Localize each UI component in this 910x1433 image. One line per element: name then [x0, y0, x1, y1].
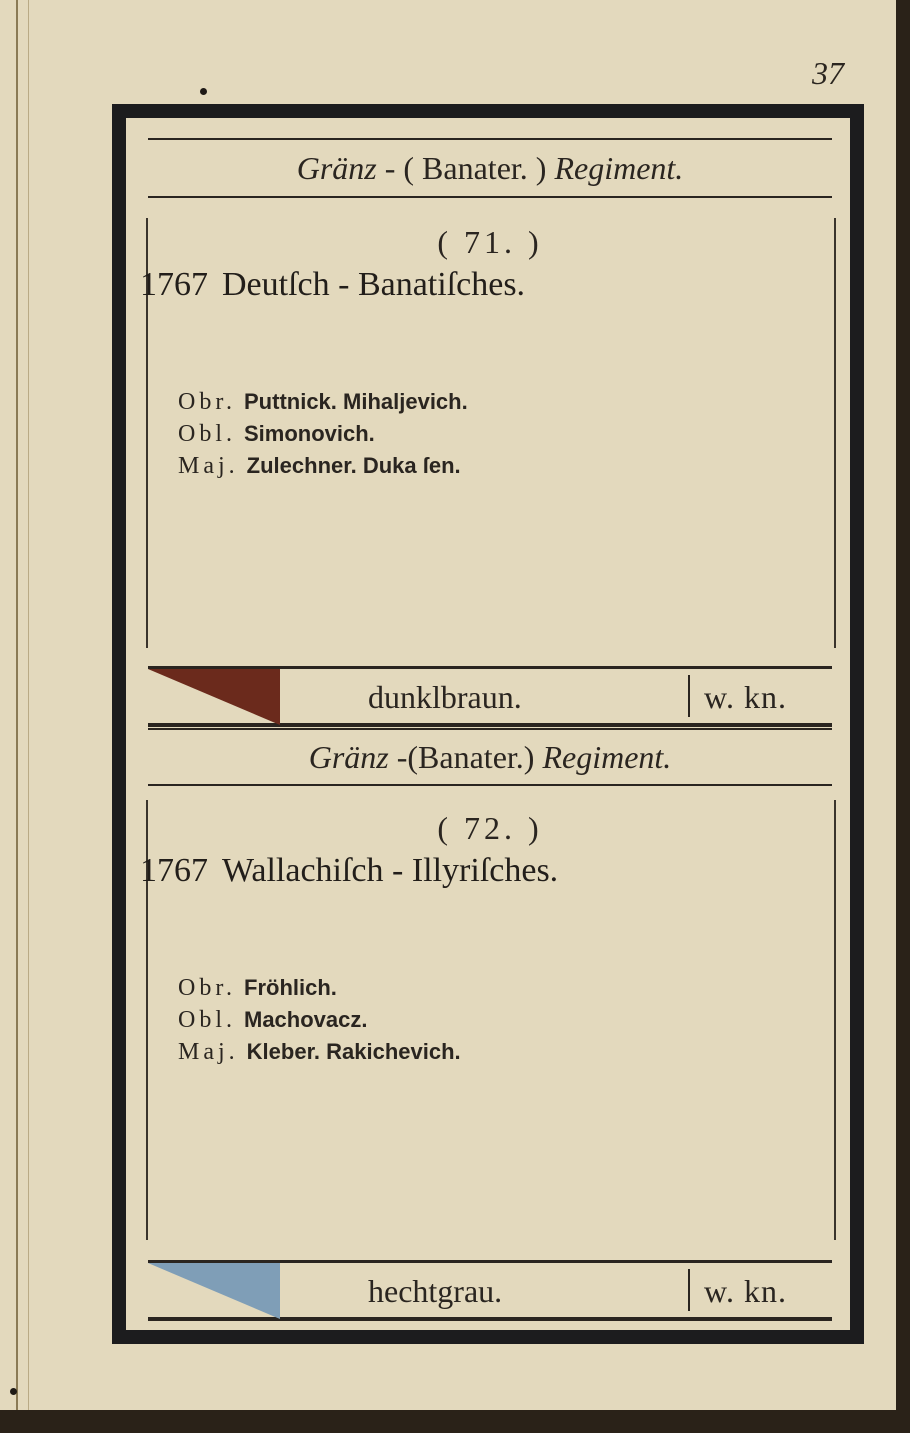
header-middle: ( Banater. ) — [403, 149, 547, 186]
founding-year: 1767 — [140, 852, 208, 889]
officer-rank: Obr. — [178, 975, 236, 1001]
ink-dot — [10, 1388, 17, 1395]
officer-names: Machovacz. — [244, 1007, 368, 1032]
officer-rank: Obr. — [178, 389, 236, 415]
officer-list — [178, 972, 461, 1068]
officer-names: Puttnick. Mihaljevich. — [244, 389, 468, 414]
header-prefix: Gränz - — [308, 738, 408, 775]
officer-names: Simonovich. — [244, 421, 375, 446]
officer-rank: Obl. — [178, 421, 236, 447]
gutter-line-inner — [28, 0, 29, 1410]
ink-dot — [200, 88, 207, 95]
right-rule — [834, 800, 836, 1240]
regiment-table-frame — [112, 104, 864, 1344]
officer-list — [178, 386, 468, 482]
facing-row — [148, 1260, 832, 1321]
regiment-name: Wallachiſch - Illyriſches. — [222, 852, 559, 889]
button-color: w. kn. — [704, 1273, 788, 1309]
officer-row — [178, 972, 461, 1004]
officer-row — [178, 386, 468, 418]
regiment-title — [140, 852, 558, 890]
facing-color-name: hechtgrau. — [368, 1273, 503, 1309]
regiment-name: Deutſch - Banatiſches. — [222, 266, 526, 303]
officer-names: Fröhlich. — [244, 975, 337, 1000]
gutter-line — [16, 0, 18, 1410]
page-number: 37 — [812, 55, 844, 91]
regiment-title — [140, 266, 525, 304]
facing-row — [148, 666, 832, 727]
regiment-header — [148, 138, 832, 198]
regiment-entry-72 — [140, 728, 832, 1318]
button-color: w. kn. — [704, 679, 788, 715]
officer-names: Zulechner. Duka ſen. — [246, 453, 461, 478]
header-prefix: Gränz - — [296, 149, 396, 186]
header-suffix: Regiment. — [542, 738, 672, 775]
column-separator — [688, 1269, 690, 1311]
officer-rank: Maj. — [178, 453, 239, 479]
regiment-number: ( 71. ) — [437, 224, 543, 260]
column-separator — [688, 675, 690, 717]
facing-color-swatch — [148, 663, 280, 725]
regiment-entry-71 — [140, 138, 832, 728]
swatch-fill — [148, 669, 280, 725]
officer-names: Kleber. Rakichevich. — [246, 1039, 461, 1064]
officer-row — [178, 1004, 461, 1036]
header-suffix: Regiment. — [554, 149, 684, 186]
officer-row — [178, 418, 468, 450]
regiment-number: ( 72. ) — [437, 810, 543, 846]
regiment-header — [148, 728, 832, 786]
officer-row — [178, 1036, 461, 1068]
officer-row — [178, 450, 468, 482]
facing-color-swatch — [148, 1257, 280, 1319]
header-middle: (Banater.) — [407, 738, 535, 775]
right-rule — [834, 218, 836, 648]
swatch-fill — [148, 1263, 280, 1319]
facing-color-name: dunklbraun. — [368, 679, 522, 715]
officer-rank: Obl. — [178, 1007, 236, 1033]
founding-year: 1767 — [140, 266, 208, 303]
officer-rank: Maj. — [178, 1039, 239, 1065]
